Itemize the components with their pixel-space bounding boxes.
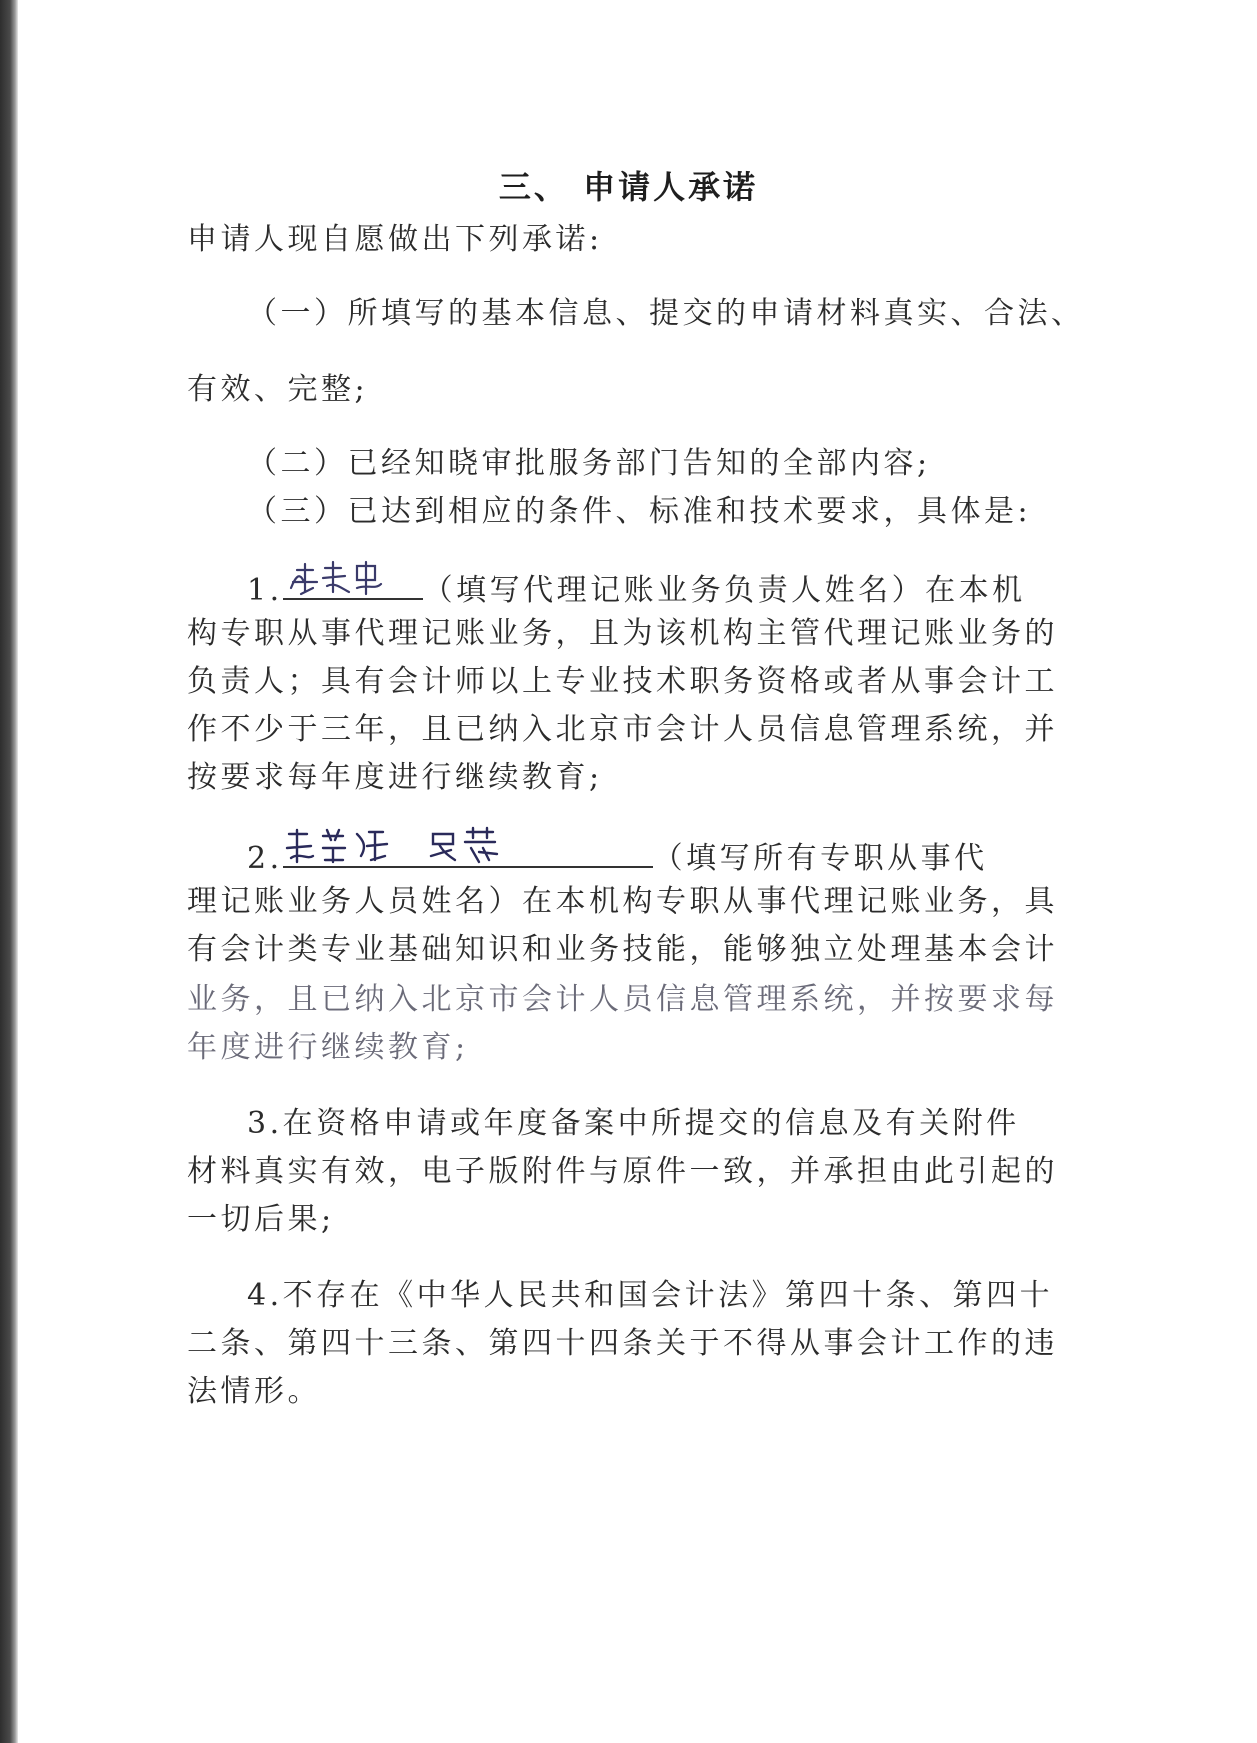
intro-text: 申请人现自愿做出下列承诺:: [187, 222, 603, 257]
responsible-person-signature: [283, 568, 423, 600]
point-1-line-3: 负责人；具有会计师以上专业技术职务资格或者从事会计工: [187, 664, 1058, 699]
item-3: （三）已达到相应的条件、标准和技术要求，具体是:: [247, 494, 1032, 529]
point-2-line-5: 年度进行继续教育;: [187, 1030, 469, 1065]
point-4-line-3: 法情形。: [187, 1374, 321, 1409]
point-2-number: 2.: [247, 841, 283, 876]
point-2-line-2: 理记账业务人员姓名）在本机构专职从事代理记账业务，具: [187, 884, 1058, 919]
point-1-line-2: 构专职从事代理记账业务，且为该机构主管代理记账业务的: [187, 616, 1058, 651]
item-1-line-1: （一）所填写的基本信息、提交的申请材料真实、合法、: [247, 296, 1085, 331]
point-1-line-1: 1. （填写代理记账业务负责人姓名）在本机: [247, 568, 1026, 609]
point-3-line-1: 3.在资格申请或年度备案中所提交的信息及有关附件: [247, 1106, 1020, 1141]
point-3-line-3: 一切后果;: [187, 1202, 335, 1237]
handwritten-names-svg: [283, 826, 653, 866]
staff-names-signature: [283, 836, 653, 868]
handwritten-name-svg: [283, 558, 423, 598]
item-1-line-2: 有效、完整;: [187, 372, 369, 407]
item-2: （二）已经知晓审批服务部门告知的全部内容;: [247, 446, 931, 481]
point-4-line-2: 二条、第四十三条、第四十四条关于不得从事会计工作的违: [187, 1326, 1058, 1361]
point-2-line-4: 业务，且已纳入北京市会计人员信息管理系统，并按要求每: [187, 982, 1058, 1017]
point-4-line-1: 4.不存在《中华人民共和国会计法》第四十条、第四十: [247, 1278, 1054, 1313]
section-title: 三、 申请人承诺: [498, 168, 759, 206]
point-2-line-1: 2. （填写所有专职从事代: [247, 836, 988, 877]
point-1-number: 1.: [247, 573, 283, 608]
scan-edge-shadow: [0, 0, 18, 1743]
point-3-line-2: 材料真实有效，电子版附件与原件一致，并承担由此引起的: [187, 1154, 1058, 1189]
point-1-line-5: 按要求每年度进行继续教育;: [187, 760, 603, 795]
point-2-line-3: 有会计类专业基础知识和业务技能，能够独立处理基本会计: [187, 932, 1058, 967]
point-1-line-4: 作不少于三年，且已纳入北京市会计人员信息管理系统，并: [187, 712, 1058, 747]
